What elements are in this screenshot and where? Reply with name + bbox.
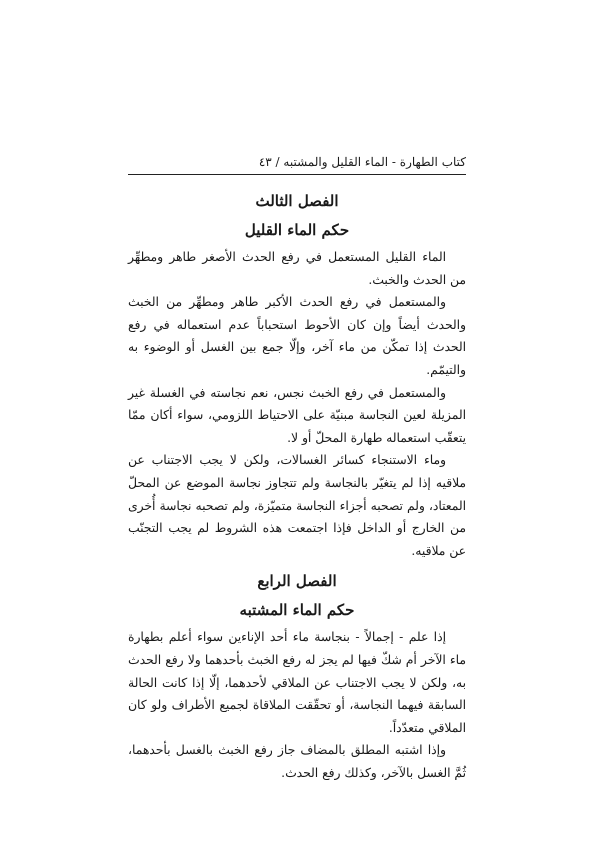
- chapter-3-paragraph-4: وماء الاستنجاء كسائر الغسالات، ولكن لا يجب الاجتناب عن ملاقيه إذا لم يتغيّر بالنجاسة ولم تتجاوز نجاسة الموضع عن المحلّ المعتاد، ولم تصحبه أجزاء النجاسة متميّزة، ولم تصحبه نجاسة أُخرى من الخارج أو الداخل فإذا اجتمعت هذه الشروط لم يجب التجنّب عن ملاقيه.: [128, 453, 466, 558]
- chapter-3-title: الفصل الثالث: [255, 192, 339, 210]
- chapter-4-paragraph-2: وإذا اشتبه المطلق بالمضاف جاز رفع الخبث بالغسل بأحدهما، ثُمَّ الغسل بالآخر، وكذلك رفع الحدث.: [128, 743, 466, 780]
- chapter-3-paragraph-3: والمستعمل في رفع الخبث نجس، نعم نجاسته في الغسلة غير المزيلة لعين النجاسة مبنيّة على الاحتياط اللزومي، سواء أكان ممّا يتعقّب استعماله طهارة المحلّ أو لا.: [128, 385, 466, 445]
- chapter-3-paragraph-2: والمستعمل في رفع الحدث الأكبر طاهر ومطهِّر من الخبث والحدث أيضاً وإن كان الأحوط استحباباً عدم استعماله في رفع الحدث إذا تمكّن من ماء آخر، وإلّا جمع بين الغسل أو الوضوء به والتيمّم.: [128, 295, 466, 377]
- chapter-4-paragraph-1: إذا علم - إجمالاً - بنجاسة ماء أحد الإناءين سواء أعلم بطهارة ماء الآخر أم شكّ فيها لم يجز له رفع الخبث بأحدهما ولا رفع الحدث به، ولكن لا يجب الاجتناب عن الملاقي لأحدهما، إلّا إذا كانت الحالة السابقة فيهما النجاسة، أو تحقّقت الملاقاة لجميع الأطراف ولو كان الملاقي متعدّداً.: [128, 630, 466, 735]
- page-body: [128, 182, 466, 784]
- header-divider: [128, 174, 466, 175]
- chapter-4-subtitle: حكم الماء المشتبه: [239, 601, 355, 620]
- chapter-3-subtitle: حكم الماء القليل: [244, 221, 350, 239]
- chapter-3-paragraph-1: الماء القليل المستعمل في رفع الحدث الأصغر طاهر ومطهِّر من الحدث والخبث.: [128, 250, 466, 287]
- running-header: كتاب الطهارة - الماء القليل والمشتبه / ٤٣: [258, 155, 466, 169]
- chapter-4-title: الفصل الرابع: [257, 572, 337, 591]
